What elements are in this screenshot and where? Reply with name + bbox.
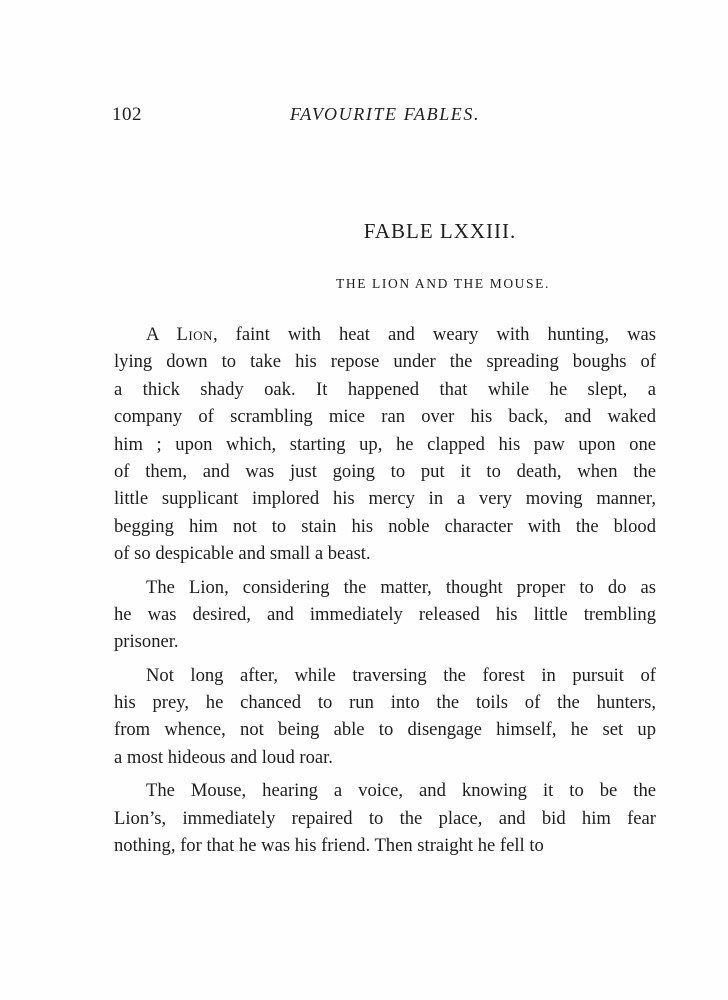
paragraph (114, 662, 656, 772)
text-line (114, 805, 656, 832)
text-line (114, 376, 656, 403)
line-text: Not long after, while traversing the forest in pursuit of (146, 664, 656, 686)
text-line (114, 485, 656, 512)
line-text: lying down to take his repose under the spreading boughs of (114, 351, 656, 373)
text-line (114, 628, 656, 655)
line-text: company of scrambling mice ran over his back, and waked (114, 406, 656, 428)
line-text: from whence, not being able to disengage himself, he set up (114, 719, 656, 741)
line-text: Lion’s, immediately repaired to the place, and bid him fear (114, 807, 656, 829)
fable-title: THE LION AND THE MOUSE. (336, 276, 550, 291)
running-title: FAVOURITE FABLES. (290, 104, 481, 124)
line-text: a thick shady oak. It happened that while he slept, a (114, 378, 656, 400)
line-text: prisoner. (114, 631, 179, 653)
fable-body (114, 321, 656, 859)
text-line (114, 777, 656, 804)
line-text: of so despicable and small a beast. (114, 543, 371, 565)
line-text: a most hideous and loud roar. (114, 746, 333, 768)
text-line (114, 403, 656, 430)
line-text: nothing, for that he was his friend. Then straight he fell to (114, 835, 544, 857)
text-line (114, 601, 656, 628)
line-lead: A (146, 324, 177, 345)
line-text: , faint with heat and weary with hunting, was (212, 324, 656, 345)
text-line (114, 574, 656, 601)
line-text: he was desired, and immediately released his little trembling (114, 603, 656, 625)
text-line (114, 744, 656, 771)
line-text: him ; upon which, starting up, he clapped his paw upon one (114, 433, 656, 455)
text-line (114, 832, 656, 859)
text-line (114, 348, 656, 375)
text-line (114, 431, 656, 458)
line-text: his prey, he chanced to run into the toils of the hunters, (114, 692, 656, 714)
fable-number: FABLE LXXIII. (363, 219, 517, 243)
text-line (114, 458, 656, 485)
paragraph (114, 574, 656, 656)
paragraph (114, 777, 656, 859)
paragraph (114, 321, 656, 568)
line-text: The Mouse, hearing a voice, and knowing it to be the (146, 780, 656, 802)
page-number: 102 (112, 104, 142, 125)
text-line (114, 540, 656, 567)
small-caps-word: Lion (176, 324, 213, 345)
line-text: The Lion, considering the matter, thought proper to do as (146, 576, 656, 598)
text-line (114, 716, 656, 743)
text-line (114, 689, 656, 716)
line-text: begging him not to stain his noble character with the blood (114, 515, 656, 537)
text-line (114, 662, 656, 689)
text-line (114, 321, 656, 348)
running-head (112, 104, 644, 132)
line-text: little supplicant implored his mercy in a very moving manner, (114, 488, 656, 510)
text-line (114, 513, 656, 540)
line-text: of them, and was just going to put it to death, when the (114, 460, 656, 482)
